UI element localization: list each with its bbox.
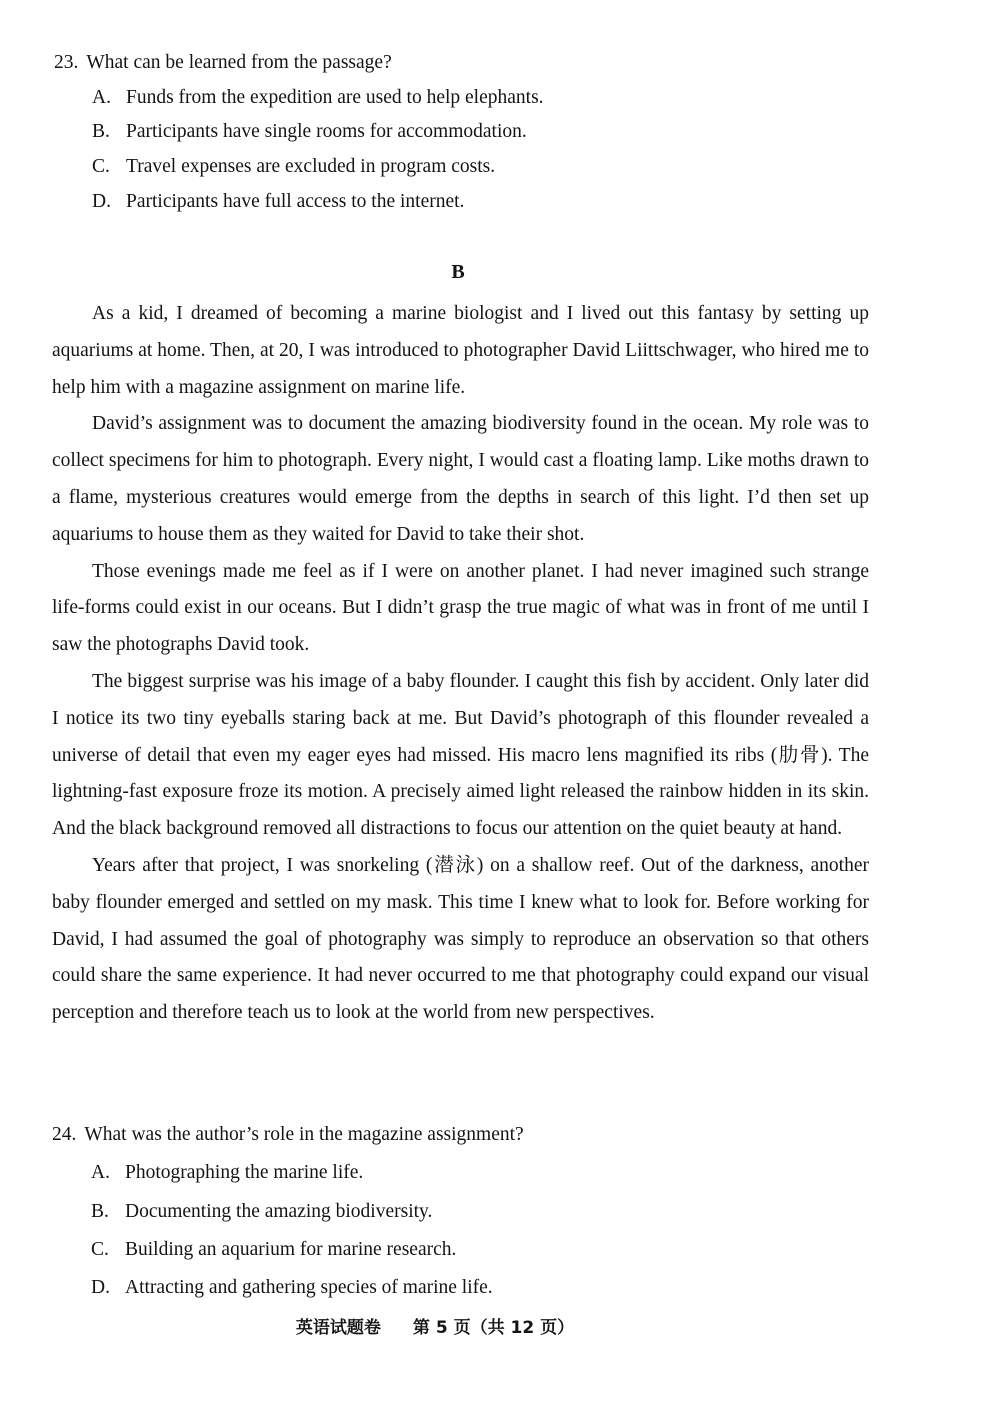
section-heading: B [451,261,465,283]
option-text: Building an aquarium for marine research. [125,1239,457,1260]
option-24-a [91,1158,363,1188]
question-number: 24. [52,1124,77,1145]
question-23 [54,48,392,78]
option-letter: B. [91,1201,109,1222]
passage-paragraph-1: As a kid, I dreamed of becoming a marine biologist and I lived out this fantasy by setting up aquariums at home. Then, at 20, I was introduced to photographer David Liittschwager, who hired me to help him with a magazine assignment on marine life. [52,303,869,398]
option-letter: B. [92,121,110,142]
option-text: Funds from the expedition are used to help elephants. [126,87,544,108]
option-text: Documenting the amazing biodiversity. [125,1201,433,1222]
option-text: Participants have full access to the internet. [126,191,465,212]
passage-paragraph-2: David’s assignment was to document the amazing biodiversity found in the ocean. My role was to collect specimens for him to photograph. Every night, I would cast a floating lamp. Like moths drawn to a flame, mysterious creatures would emerge from the depths in search of this light. I’d then set up aquariums to house them as they waited for David to take their shot. [52,413,869,545]
question-text: What can be learned from the passage? [86,52,392,73]
footer-label: 英语试题卷 [295,1318,381,1338]
option-text: Photographing the marine life. [125,1162,364,1183]
option-23-a [92,83,544,113]
option-23-b [92,117,527,147]
option-24-c [91,1235,456,1265]
page-number: 第 5 页（共 12 页） [412,1318,575,1338]
option-letter: D. [92,191,111,212]
passage-paragraph-3: Those evenings made me feel as if I were on another planet. I had never imagined such strange life-forms could exist in our oceans. But I didn’t grasp the true magic of what was in front of me until I saw the photographs David took. [52,560,869,656]
question-number: 23. [54,52,79,73]
option-letter: A. [91,1162,110,1183]
passage-paragraph-5: Years after that project, I was snorkeling (潜泳) on a shallow reef. Out of the darkness, another baby flounder emerged and settled on my mask. This time I knew what to look for. Before working for David, I had assumed the goal of photography was simply to reproduce an observation so that others could share the same experience. It had never occurred to me that photography could expand our visual perception and therefore teach us to look at the world from new perspectives. [52,854,869,1024]
option-text: Participants have single rooms for accommodation. [126,121,527,142]
question-text: What was the author’s role in the magazine assignment? [84,1124,524,1145]
option-letter: A. [92,87,111,108]
reading-passage [52,296,869,1032]
option-24-b [91,1197,432,1227]
option-23-c [92,152,495,182]
option-text: Travel expenses are excluded in program costs. [126,156,496,177]
option-letter: D. [91,1277,110,1298]
option-24-d [91,1273,493,1303]
option-23-d [92,187,464,217]
option-letter: C. [92,156,110,177]
option-letter: C. [91,1239,109,1260]
page-footer [0,1313,870,1338]
option-text: Attracting and gathering species of marine life. [125,1277,493,1298]
passage-paragraph-4: The biggest surprise was his image of a baby flounder. I caught this fish by accident. Only later did I notice its two tiny eyeballs staring back at me. But David’s photograph of this flounder revealed a universe of detail that even my eager eyes had missed. His macro lens magnified its ribs (肋骨). The lightning-fast exposure froze its motion. A precisely aimed light released the rainbow hidden in its skin. And the black background removed all distractions to focus our attention on the quiet beauty at hand. [52,670,869,840]
question-24 [52,1120,524,1150]
